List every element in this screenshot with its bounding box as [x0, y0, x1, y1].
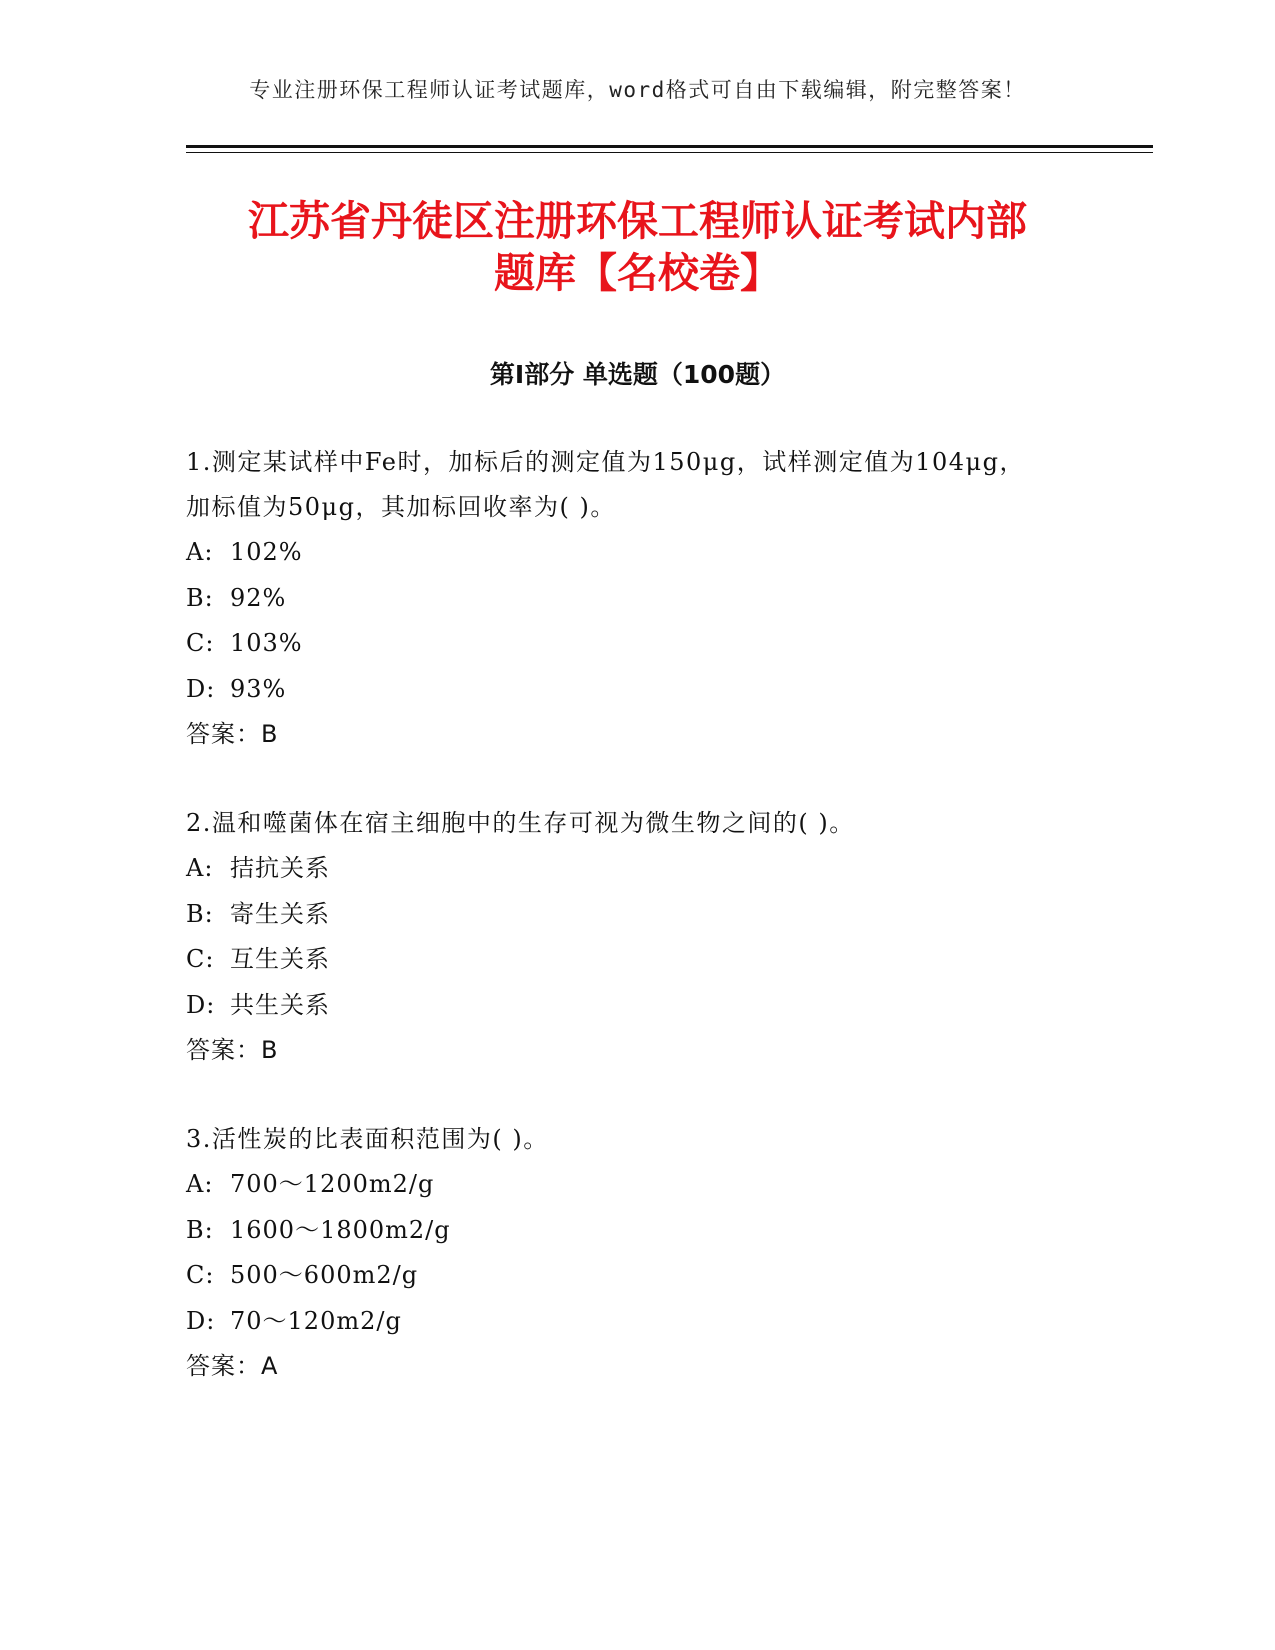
option-text: 拮抗关系 — [230, 854, 330, 882]
header-divider — [186, 145, 1153, 153]
option-key: A: — [186, 854, 214, 882]
option-text: 互生关系 — [230, 945, 330, 973]
option-c — [186, 1253, 1086, 1299]
option-text: 93% — [230, 674, 287, 703]
document-title-line-1: 江苏省丹徒区注册环保工程师认证考试内部 — [248, 197, 1027, 245]
option-key: D: — [186, 1306, 216, 1335]
option-a — [186, 530, 1086, 576]
option-text: 共生关系 — [230, 990, 330, 1019]
option-d — [186, 1299, 1086, 1345]
option-key: B: — [186, 899, 214, 928]
option-text: 1600～1800m2/g — [230, 1215, 451, 1244]
option-key: A: — [186, 1170, 214, 1198]
option-d — [186, 983, 1086, 1029]
option-key: C: — [186, 629, 215, 657]
question-2 — [186, 801, 1086, 1073]
question-stem: 1.测定某试样中Fe时，加标后的测定值为150μg，试样测定值为104μg，加标值为50μg，其加标回收率为( )。 — [186, 448, 1025, 521]
option-key: D: — [186, 990, 216, 1019]
option-key: C: — [186, 1261, 215, 1289]
answer-line: 答案：B — [186, 720, 279, 748]
question-3 — [186, 1117, 1086, 1389]
option-d — [186, 667, 1086, 713]
option-b — [186, 1208, 1086, 1254]
option-b — [186, 576, 1086, 622]
option-text: 700～1200m2/g — [230, 1170, 435, 1198]
question-stem: 2.温和噬菌体在宿主细胞中的生存可视为微生物之间的( )。 — [186, 809, 855, 837]
question-spacer — [186, 757, 1086, 801]
option-text: 103% — [230, 629, 303, 657]
question-stem: 3.活性炭的比表面积范围为( )。 — [186, 1125, 549, 1153]
option-b — [186, 892, 1086, 938]
option-key: D: — [186, 674, 216, 703]
option-key: C: — [186, 945, 215, 973]
document-title — [150, 195, 1125, 299]
answer-line: 答案：A — [186, 1352, 279, 1380]
question-spacer — [186, 1073, 1086, 1117]
option-key: B: — [186, 583, 214, 612]
option-key: B: — [186, 1215, 214, 1244]
option-a — [186, 846, 1086, 892]
option-text: 102% — [230, 538, 303, 566]
answer-line: 答案：B — [186, 1036, 279, 1064]
option-text: 92% — [230, 583, 287, 612]
option-text: 500～600m2/g — [230, 1261, 419, 1289]
option-a — [186, 1162, 1086, 1208]
section-title: 第Ⅰ部分 单选题（100题） — [489, 360, 786, 389]
option-c — [186, 621, 1086, 667]
document-title-line-2: 题库【名校卷】 — [494, 249, 781, 297]
option-text: 70～120m2/g — [230, 1306, 402, 1335]
option-c — [186, 937, 1086, 983]
question-list — [186, 440, 1086, 1389]
option-key: A: — [186, 538, 214, 566]
option-text: 寄生关系 — [230, 899, 330, 928]
question-1 — [186, 440, 1086, 757]
header-note: 专业注册环保工程师认证考试题库，word格式可自由下载编辑，附完整答案！ — [249, 78, 1026, 102]
